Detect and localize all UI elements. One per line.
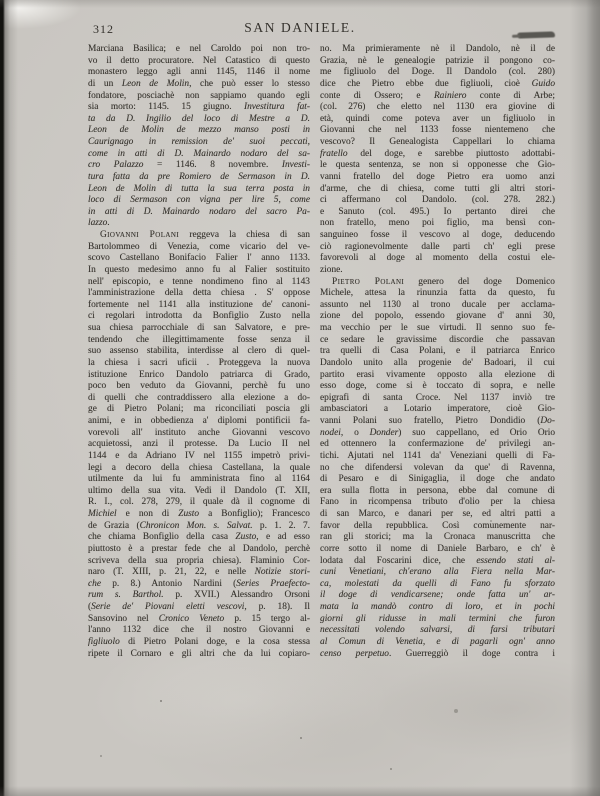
text-line: Bartolommeo di Venezia, come vicario del ve- xyxy=(88,241,310,252)
scan-edge-left xyxy=(0,0,18,796)
text-line: vanni Polani suo fratello, Pietro Dondidio (Do- xyxy=(320,416,555,426)
text-line: R. I., col. 278, 279, il quale dà il cognome di xyxy=(88,497,310,508)
text-line: che p. 8.) Antonio Nardini (Series Praefecto- xyxy=(88,578,310,589)
text-line: di un Leon de Molin, che può esser lo stesso xyxy=(88,78,310,89)
text-line: età, quindi come poteva aver un figliuolo in xyxy=(320,113,555,124)
right-column xyxy=(320,44,555,660)
text-line: In questo medesimo anno fu al Falier sostituito xyxy=(88,264,310,275)
text-line: Giovanni Polani reggeva la chiesa di san xyxy=(100,230,310,240)
text-line: e Sanuto (col. 495.) Io pertanto direi che xyxy=(320,206,555,217)
text-line: tendendo che illegittimamente fosse senza il xyxy=(88,334,310,345)
text-line: ed ottennero la confermazione de' privilegi an- xyxy=(320,439,555,450)
text-line: sanguineo fosse il vescovo al doge, deducendo xyxy=(320,230,555,240)
text-line: conte di Ossero; e Rainiero conte di Arbe; xyxy=(320,90,556,101)
scan-edge-top xyxy=(0,0,600,8)
text-line: sia morto: 1145. 15 giugno. Investitura fat- xyxy=(88,102,310,113)
text-line: favor della repubblica. Così comunemente nar- xyxy=(320,520,555,531)
text-line: Caurignago in remission de' suoi peccati, xyxy=(88,137,310,147)
text-line: che chiama Bonfiglio della casa Zusto, e ad esso xyxy=(88,532,310,543)
text-line: l'anno 1132 dice che il nostro Giovanni e xyxy=(88,625,310,636)
text-line: rum s. Barthol. p. XVII.) Alessandro Orsoni xyxy=(88,590,310,601)
text-line: ci regolari introdotta da Bonfiglio Zusto nella xyxy=(88,311,310,322)
scan-edge-right xyxy=(570,0,600,796)
text-line: suo assenso stabilita, interdisse al clero di quel- xyxy=(88,346,310,357)
text-line: loco di Sermason con vigna per lire 5, come xyxy=(88,195,310,206)
text-line: fratello del doge, e sarebbe piuttosto adottabi- xyxy=(320,148,555,159)
text-line: vorevoli all' instituto anche Giovanni vescovo xyxy=(88,427,310,438)
text-line: 1144 e da Adriano IV nel 1155 impetrò privi- xyxy=(88,450,310,461)
text-line: corre sotto il nome di Daniele Barbaro, e ch' è xyxy=(320,543,555,554)
text-line: legi a decoro della chiesa Castellana, la quale xyxy=(88,462,310,473)
text-line: istituzione Enrico Dandolo patriarca di Grado, xyxy=(88,369,310,380)
text-line: figliuolo di Pietro Polani doge, e la cosa stessa xyxy=(88,636,310,647)
text-line: Michele, attesa la rinunzia fatta da questo, fu xyxy=(320,288,555,299)
text-line: animi, e in obbedienza a' diplomi pontificii fa- xyxy=(88,416,310,426)
text-line: piuttosto è a prestar fede che al Dandolo, perchè xyxy=(88,543,310,554)
text-line: al Comun di Venetia, e di pagarli ogn' anno xyxy=(320,636,555,647)
text-line: il doge di vendicarsene; onde fatta un' ar- xyxy=(320,590,555,601)
text-line: (col. 276) che eletto nel 1130 era giovine di xyxy=(320,102,555,113)
text-line: ca, molestati da quelli di Fano fu sforzato xyxy=(320,578,555,589)
text-line: ultimo della sua vita. Vedi il Dandolo (T. XII, xyxy=(88,485,310,496)
text-line: Leon de Molin di tutta la sua terra posta in xyxy=(88,183,310,194)
text-line: utilmente da lui fu amministrata fino al 1164 xyxy=(88,474,310,485)
text-line: no. Ma primieramente nè il Dandolo, nè il de xyxy=(320,44,555,54)
text-line: ran gli storici; ma la Cronaca manuscritta che xyxy=(320,532,555,543)
text-line: Fano in ricompensa tributo d'olio per la chiesa xyxy=(320,497,555,508)
text-line: assunto nel 1130 al trono ducale per acclama- xyxy=(320,299,555,310)
ink-smudge xyxy=(517,31,555,38)
text-line: ce sedare le gravissime discordie che passavan xyxy=(320,334,555,345)
text-line: vescovo? Il Genealogista Cappellari lo chiama xyxy=(320,137,555,147)
text-line: Pietro Polani genero del doge Domenico xyxy=(332,276,555,287)
text-line: monastero leggo agli anni 1145, 1146 il nome xyxy=(88,67,310,78)
text-line: fondatore, posciachè non sappiamo quando egli xyxy=(88,90,310,101)
text-line: Marciana Basilica; e nel Caroldo poi non tro- xyxy=(88,44,310,54)
text-line: ma vecchio per le sue virtudi. Il senno suo fe- xyxy=(320,323,555,333)
text-line: lazzo. xyxy=(88,218,110,229)
text-line: lodata dal Foscarini dice, che essendo stati al- xyxy=(320,555,555,566)
text-line: in atti di D. Mainardo nodaro del sacro Pa- xyxy=(88,206,310,217)
text-line: sua chiesa parrocchiale di san Salvatore, e pre- xyxy=(88,323,310,333)
text-line: ambasciatori a Lotario imperatore, cioè Gio- xyxy=(320,404,555,415)
text-line: nodei, o Donder) suo cappellano, ed Orio Orio xyxy=(320,427,556,438)
text-line: non fratello, meno poi figlio, ma bensì con- xyxy=(320,218,555,229)
text-line: cro Palazzo = 1146. 8 novembre. Investi- xyxy=(88,160,310,171)
text-line: di san Marco, e danari per se, ed altri patti a xyxy=(320,509,555,519)
text-line: ge di Pietro Polani; ma riconciliati poscia gli xyxy=(88,404,310,415)
paper-speckles xyxy=(160,700,162,702)
scan-edge-bottom xyxy=(0,786,600,796)
text-line: cuni Venetiani, ch'erano alla Fiera nella Mar- xyxy=(320,567,555,578)
text-line: naro (T. XIII, p. 21, 22, e nelle Notizie stori- xyxy=(88,567,310,578)
text-line: tichi. Ajutati nel 1141 da' Veneziani quelli di Fa- xyxy=(320,450,555,461)
text-line: dice che Pietro ebbe due figliuoli, cioè Guido xyxy=(320,78,555,89)
text-line: di quelli che contraddissero alla elezione a do- xyxy=(88,392,310,403)
text-line: necessitati volendo salvarsi, di farsi tributari xyxy=(320,625,555,636)
text-line: tra quelli di Casa Polani, e il patriarca Enrico xyxy=(320,346,555,357)
text-line: scovo Castellano Bonifacio Falier l' anno 1133. xyxy=(88,253,310,264)
text-line: mata la mandò contro di loro, et in pochi xyxy=(320,602,555,612)
text-line: nell' episcopio, e tenne nondimeno fino al 1143 xyxy=(88,276,310,287)
text-line: vanni fratello del doge Pietro era uomo anzi xyxy=(320,171,555,182)
text-line: esso doge, come si è toccato di sopra, e nelle xyxy=(320,381,555,392)
text-line: ciò ragionevolmente dalle parti ch' egli prese xyxy=(320,241,555,252)
text-line: zione del popolo, essendo giovane d' anni 30, xyxy=(320,311,555,322)
text-line: ripete il Cornaro e gli altri che da lui copiaro- xyxy=(88,648,310,659)
text-line: come in atti di D. Mainardo nodaro del sa- xyxy=(88,148,310,159)
left-column xyxy=(88,44,310,660)
text-line: poco ben veduto da Giovanni, perchè fu uno xyxy=(88,381,310,392)
text-line: scriveva della sua propria chiesa). Flaminio Cor- xyxy=(88,555,310,566)
text-line: le questa sentenza, se non si opponesse che Gio- xyxy=(320,160,555,171)
text-line: ci affermano col Dandolo. (col. 278. 282.) xyxy=(320,195,555,206)
text-line: l'amministrazione della detta chiesa . S' oppose xyxy=(88,288,310,299)
text-line: favorevoli al doge al momento della costui ele- xyxy=(320,253,555,264)
text-line: Michiel e non di Zusto a Bonfiglio); Francesco xyxy=(88,509,310,519)
text-line: acquietossi, anzi il protesse. Da Lucio II nel xyxy=(88,439,310,450)
text-line: (Serie de' Piovani eletti vescovi, p. 18). Il xyxy=(88,602,310,612)
text-line: Giovanni che nel 1133 fosse nientemeno che xyxy=(320,125,555,136)
text-line: tura fatta da pre Romiero de Sermason in D. xyxy=(88,171,310,182)
text-line: de Grazia (Chronicon Mon. s. Salvat. p. 1. 2. 7. xyxy=(88,520,311,531)
text-line: fortemente nel 1141 alla instituzione de' canoni- xyxy=(88,299,310,310)
text-line: era sulla flotta in persona, ebbe dal comune di xyxy=(320,485,555,496)
text-line: Dandolo unito alla progenie de' Badoari, il cui xyxy=(320,357,555,368)
text-line: giorni gli ridusse in mali termini che furon xyxy=(320,613,555,624)
text-line: vo il detto procuratore. Nel Catastico di questo xyxy=(88,55,310,66)
text-line: di Pesaro e di Sinigaglia, il doge che andato xyxy=(320,474,555,485)
text-line: censo perpetuo. Guerreggiò il doge contra i xyxy=(320,648,556,659)
page-number: 312 xyxy=(93,22,114,36)
text-line: d'arme, che di chiesa, come tutti gli altri stori- xyxy=(320,183,555,194)
text-line: la chiesa i sacri uficii . Proteggeva la nuova xyxy=(88,357,310,368)
text-line: ta da D. Ingilio del loco di Mestre a D. xyxy=(88,113,310,124)
text-line: Grazia, nè le genealogie patrizie il pongono co- xyxy=(320,55,555,66)
running-title: SAN DANIELE. xyxy=(244,20,356,35)
text-line: partito erasi vivamente opposto alla elezione di xyxy=(320,369,555,380)
text-line: zione. xyxy=(320,264,343,275)
text-line: no che difendersi volevan da que' di Ravenna, xyxy=(320,462,555,473)
text-line: Sansovino nel Cronico Veneto p. 15 tergo al- xyxy=(88,613,311,624)
text-line: epigrafi di santa Croce. Nel 1137 inviò tre xyxy=(320,392,555,403)
text-line: Leon de Molin de mezzo manso posti in xyxy=(88,125,310,136)
text-line: me figliuolo del Doge. Il Dandolo (col. 280) xyxy=(320,67,555,78)
